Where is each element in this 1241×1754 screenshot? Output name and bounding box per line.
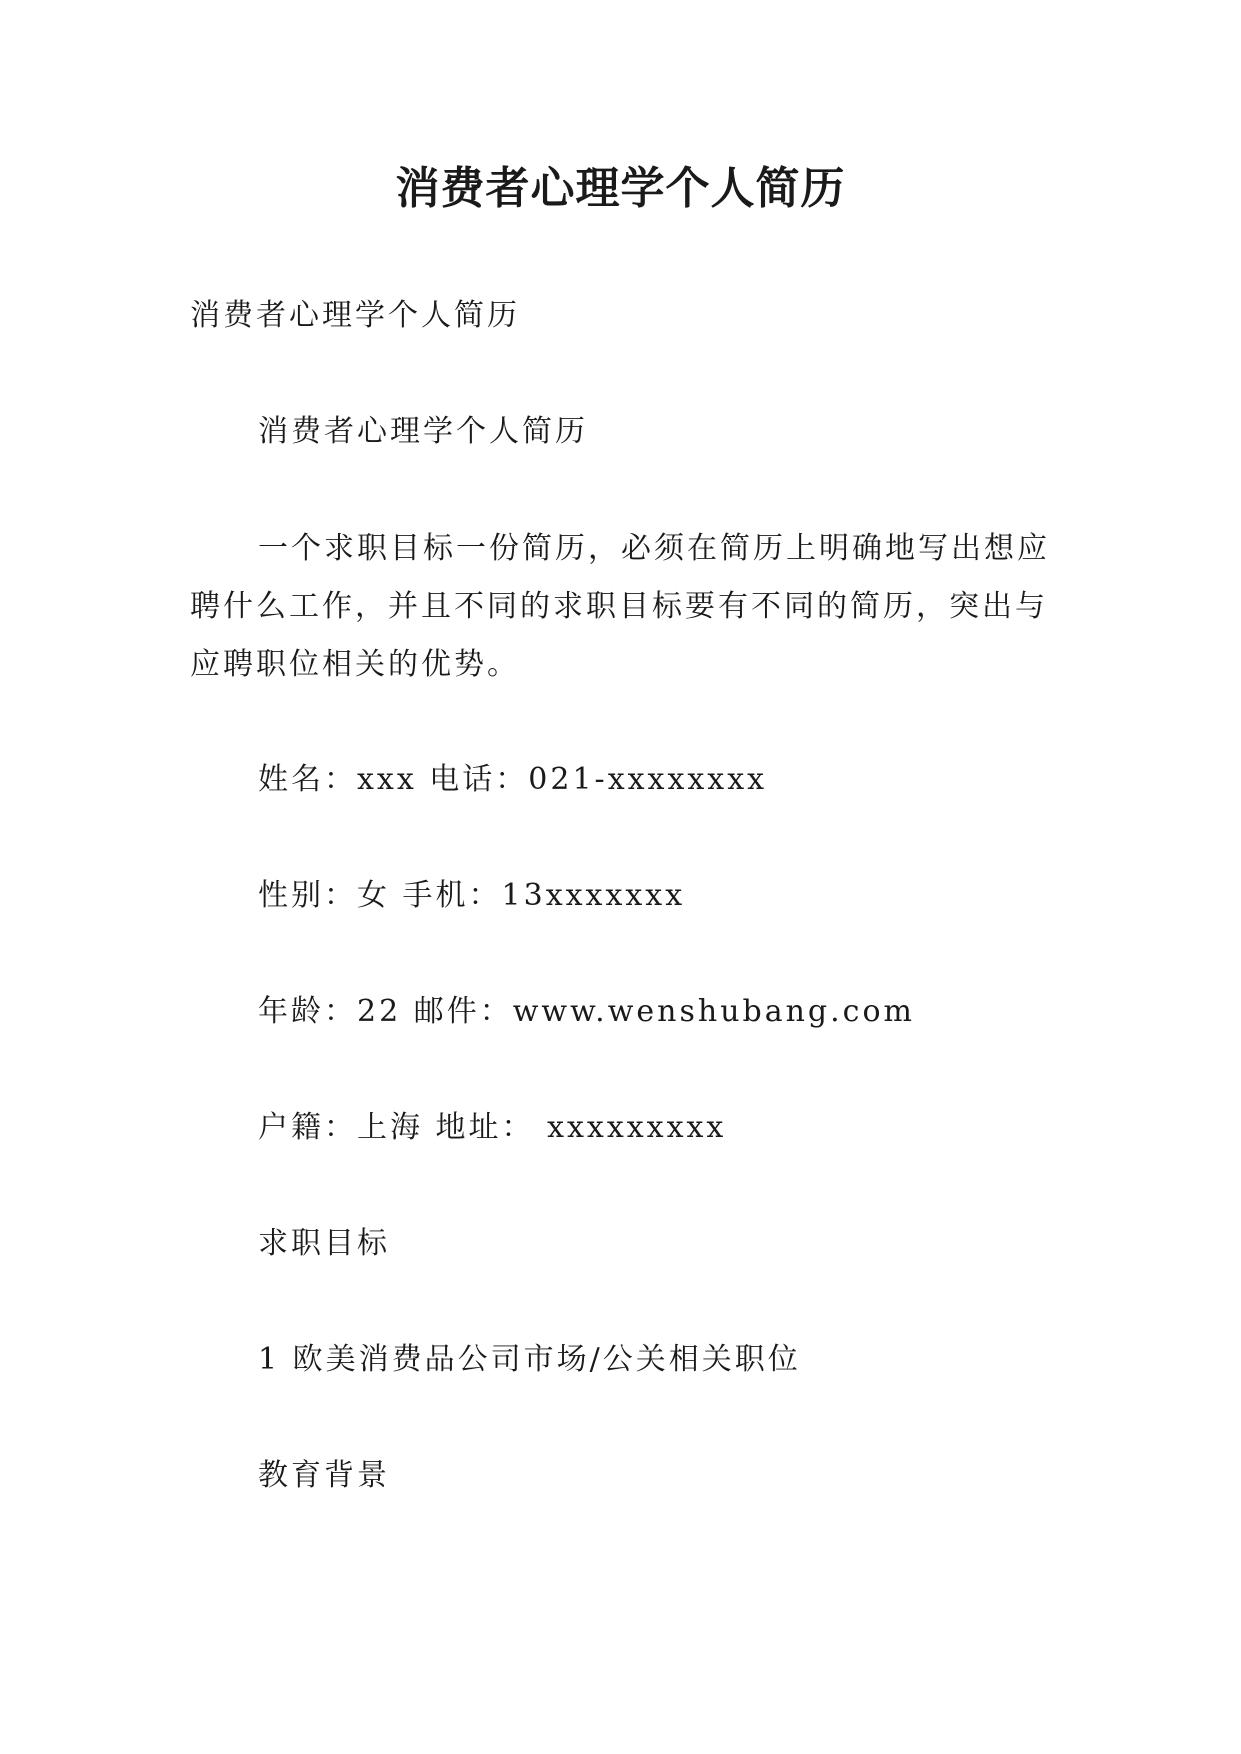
intro-paragraph: 一个求职目标一份简历，必须在简历上明确地写出想应聘什么工作，并且不同的求职目标要有不同的简历，突出与应聘职位相关的优势。 bbox=[190, 531, 1050, 682]
objective-item: 1 欧美消费品公司市场/公关相关职位 bbox=[258, 1342, 801, 1377]
document-subtitle: 消费者心理学个人简历 bbox=[190, 298, 520, 333]
hukou-address-line: 户籍：上海 地址： xxxxxxxxx bbox=[258, 1110, 727, 1145]
education-heading: 教育背景 bbox=[258, 1458, 390, 1493]
gender-mobile-line: 性别：女 手机：13xxxxxxx bbox=[258, 878, 686, 913]
indented-heading: 消费者心理学个人简历 bbox=[258, 414, 588, 449]
objective-heading: 求职目标 bbox=[258, 1226, 390, 1261]
name-phone-line: 姓名：xxx 电话：021-xxxxxxxx bbox=[258, 762, 768, 797]
age-email-line: 年龄：22 邮件：www.wenshubang.com bbox=[258, 994, 915, 1029]
document-title: 消费者心理学个人简历 bbox=[395, 163, 846, 214]
